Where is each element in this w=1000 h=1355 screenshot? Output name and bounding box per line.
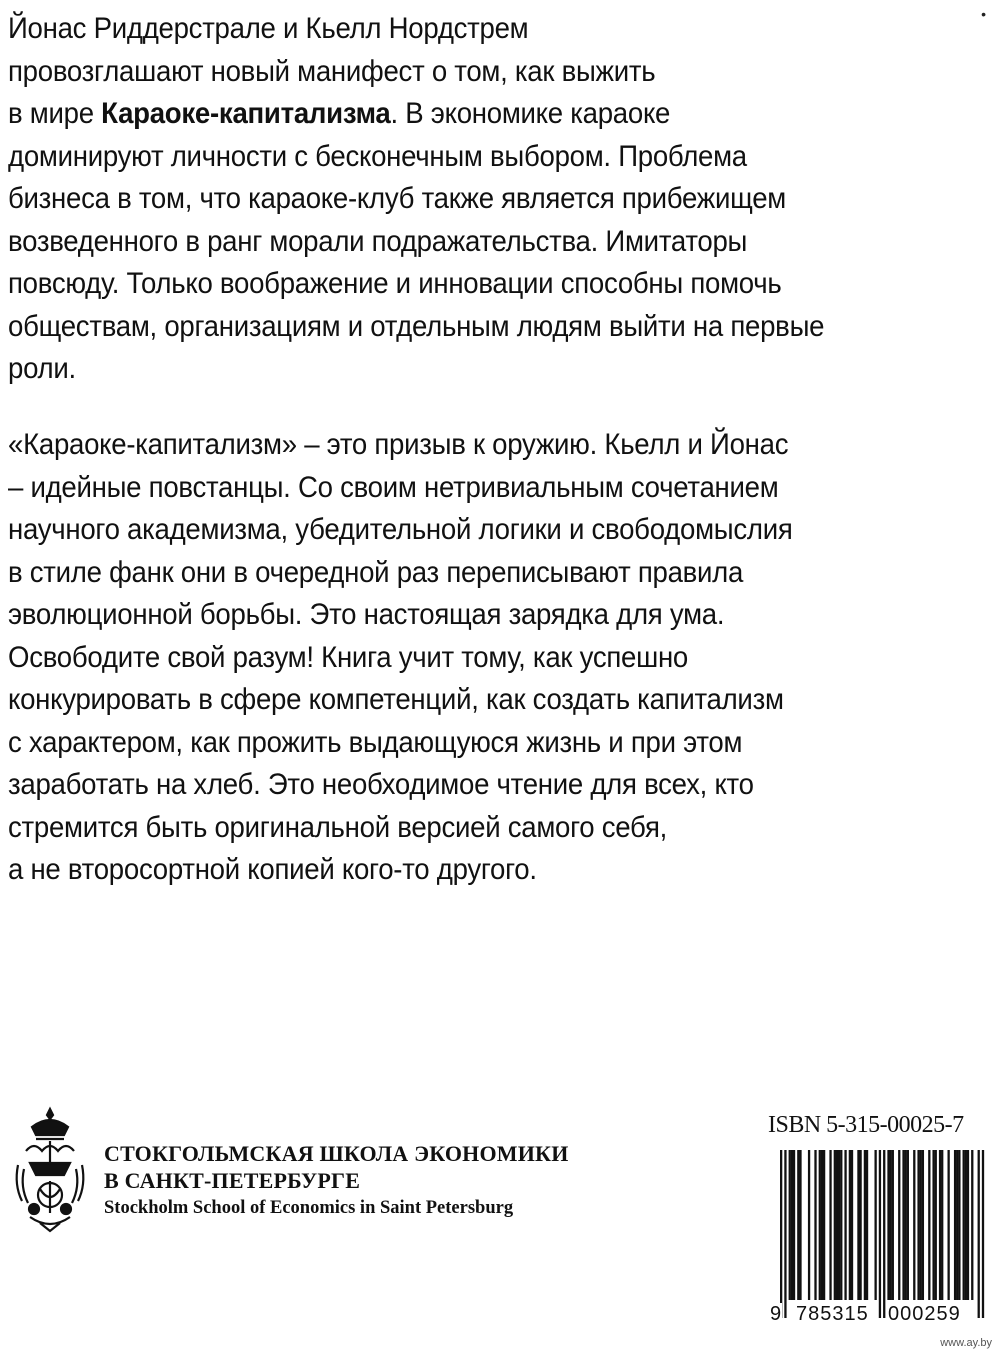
text-line: «Караоке-капитализм» – это призыв к оружию. Кьелл и Йонас: [8, 428, 789, 461]
barcode-bar: [857, 1150, 859, 1300]
barcode-bar: [844, 1150, 846, 1300]
barcode-bar: [789, 1150, 791, 1300]
text-line: возведенного в ранг морали подражательства. Имитаторы: [8, 224, 748, 258]
text-line: Освободите свой разум! Книга учит тому, как успешно: [8, 640, 688, 674]
barcode-bar: [958, 1150, 960, 1300]
barcode-bar: [963, 1150, 965, 1300]
barcode-bar: [917, 1150, 919, 1300]
watermark: www.ay.by: [940, 1337, 992, 1349]
text-fragment: в мире: [8, 97, 102, 130]
corner-mark: •: [981, 6, 986, 22]
text-line: обществам, организациям и отдельным людям выйти на первые: [8, 309, 825, 343]
text-line: бизнеса в том, что караоке-клуб также является прибежищем: [8, 182, 786, 215]
barcode-bar: [819, 1150, 821, 1300]
barcode-bar: [978, 1150, 980, 1318]
barcode-bar: [920, 1150, 922, 1300]
barcode-bar: [913, 1150, 915, 1300]
publisher-name-en: Stockholm School of Economics in Saint Petersburg: [104, 1198, 514, 1218]
barcode-bar: [784, 1150, 786, 1318]
barcode-bar: [834, 1150, 836, 1300]
barcode-bar: [823, 1150, 825, 1300]
barcode-bar: [898, 1150, 900, 1300]
barcode-bar: [829, 1150, 831, 1300]
text-line: Йонас Риддерстрале и Кьелл Нордстрем: [8, 12, 529, 45]
publisher-block: [104, 1140, 569, 1222]
barcode-bar: [866, 1150, 868, 1300]
barcode-bar: [928, 1150, 930, 1300]
barcode-bar: [939, 1150, 941, 1300]
barcode-bar: [879, 1150, 881, 1318]
barcode-bar: [887, 1150, 889, 1300]
barcode-bar: [814, 1150, 816, 1300]
text-line: эволюционной борьбы. Это настоящая зарядка для ума.: [8, 598, 725, 631]
barcode-bar: [838, 1150, 840, 1300]
barcode-bar: [808, 1150, 810, 1300]
text-line: повсюду. Только воображение и инновации способны помочь: [8, 267, 782, 300]
text-line: провозглашают новый манифест о том, как выжить: [8, 54, 656, 88]
text-line: роли.: [8, 352, 76, 385]
barcode-bar: [947, 1150, 949, 1300]
barcode-bar: [965, 1150, 967, 1300]
barcode-bar: [791, 1150, 793, 1300]
description-paragraph-1: [8, 8, 919, 391]
barcode-bar: [905, 1150, 907, 1300]
text-line: научного академизма, убедительной логики и свободомыслия: [8, 513, 793, 546]
barcode-bar: [840, 1150, 842, 1300]
barcode-bar: [883, 1150, 885, 1318]
barcode-bar: [932, 1150, 934, 1300]
text-line: с характером, как прожить выдающуюся жизнь и при этом: [8, 725, 743, 759]
barcode-bar: [836, 1150, 838, 1300]
barcode-bar: [849, 1150, 851, 1300]
barcode-bar: [864, 1150, 866, 1300]
barcode-bar: [967, 1150, 969, 1300]
text-line: стремится быть оригинальной версией самого себя,: [8, 810, 668, 844]
text-line: заработать на хлеб. Это необходимое чтение для всех, кто: [8, 768, 754, 801]
barcode-bar: [935, 1150, 937, 1300]
barcode-bar: [793, 1150, 795, 1300]
text-line-with-title: [8, 93, 919, 136]
text-line: конкурировать в сфере компетенций, как создать капитализм: [8, 683, 784, 716]
barcode-bar: [780, 1150, 782, 1318]
barcode-bar: [890, 1150, 892, 1300]
barcode-bar: [954, 1150, 956, 1300]
barcode-bar: [874, 1150, 876, 1300]
barcode-bar: [799, 1150, 801, 1300]
school-emblem-icon: [10, 1105, 90, 1235]
barcode-bar: [907, 1150, 909, 1300]
publisher-name-ru-line2: В САНКТ-ПЕТЕРБУРГЕ: [104, 1168, 361, 1193]
barcode-bar: [892, 1150, 894, 1300]
description-paragraph-2: [8, 424, 919, 892]
barcode-bar: [821, 1150, 823, 1300]
text-line: а не второсортной копией кого-то другого.: [8, 853, 537, 886]
barcode-bar: [941, 1150, 943, 1300]
text-line: – идейные повстанцы. Со своим нетривиальным сочетанием: [8, 470, 779, 504]
barcode-right-digits: 000259: [888, 1303, 961, 1325]
barcode-icon: [768, 1150, 988, 1320]
barcode-bar: [902, 1150, 904, 1300]
barcode-bar: [851, 1150, 853, 1300]
text-line: в стиле фанк они в очередной раз переписывают правила: [8, 555, 744, 589]
text-fragment: . В экономике караоке: [390, 97, 671, 130]
isbn-label: ISBN 5-315-00025-7: [768, 1112, 964, 1138]
barcode-first-digit: 9: [770, 1303, 783, 1325]
publisher-name-ru-line1: СТОКГОЛЬМСКАЯ ШКОЛА ЭКОНОМИКИ: [104, 1141, 569, 1166]
barcode-bar: [956, 1150, 958, 1300]
book-title-bold: Караоке-капитализма: [101, 97, 391, 130]
barcode-bar: [859, 1150, 861, 1300]
barcode-bar: [797, 1150, 799, 1300]
text-line: доминируют личности с бесконечным выбором. Проблема: [8, 139, 747, 173]
barcode-bar: [922, 1150, 924, 1300]
barcode-left-digits: 785315: [796, 1303, 869, 1325]
barcode-bar: [982, 1150, 984, 1318]
barcode-bar: [971, 1150, 973, 1300]
